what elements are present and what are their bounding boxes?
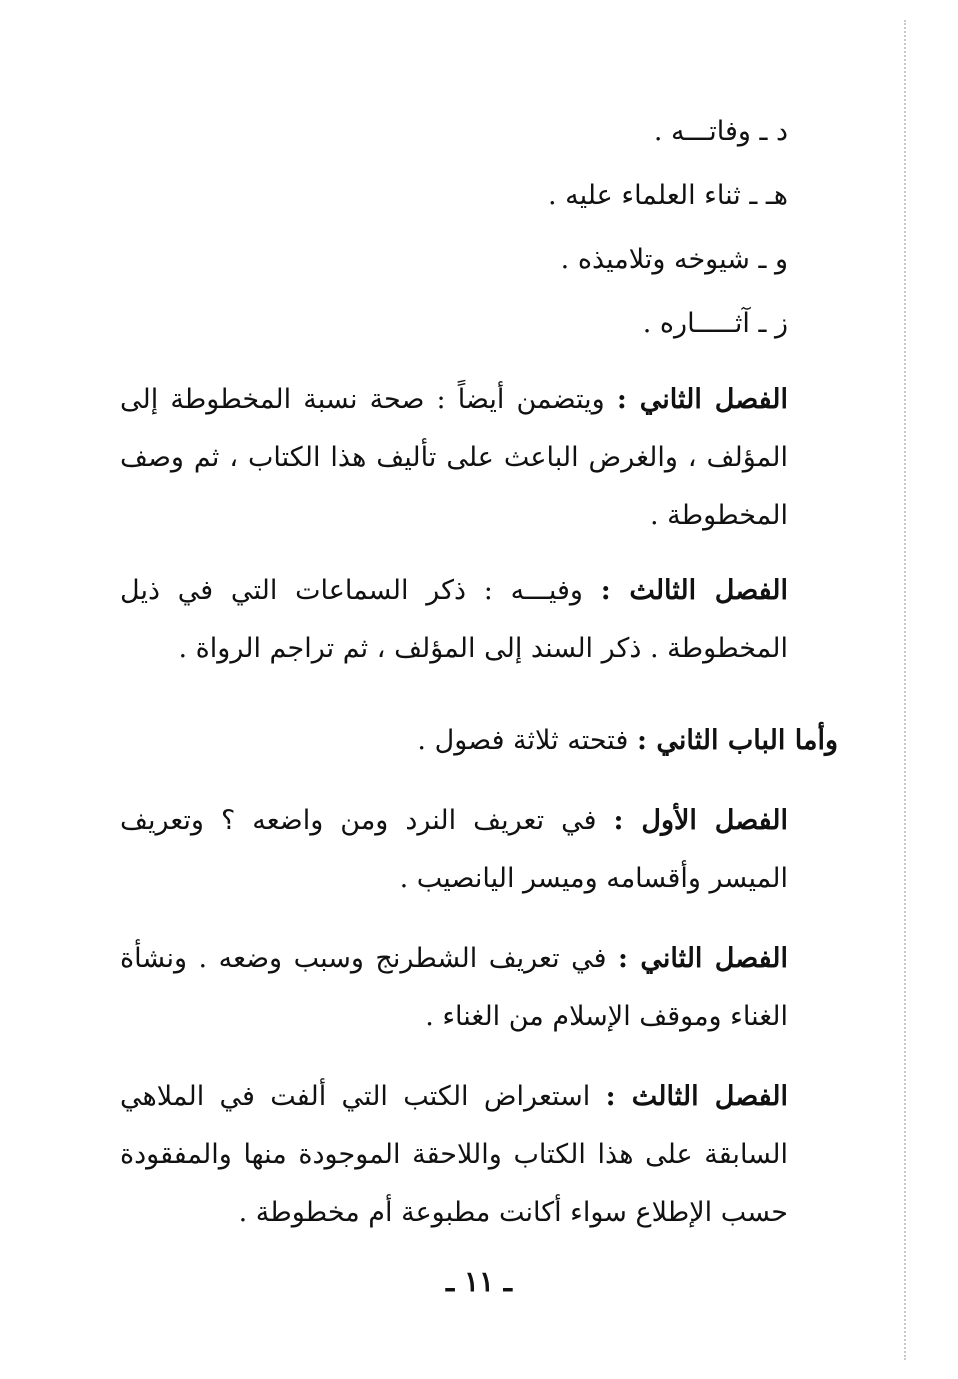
paragraph-heading: الفصل الثالث : — [600, 575, 788, 606]
paragraph-chapter-two — [120, 371, 788, 545]
scan-edge-dotted-line — [904, 20, 906, 1360]
paragraph-body: استعراض الكتب التي ألفت في الملاهي السابقة على هذا الكتاب واللاحقة الموجودة منها والمفقودة حسب الإطلاع سواء أكانت مطبوعة أم مخطوطة . — [120, 1081, 788, 1228]
list-item: د ـ وفاتـــه . — [653, 116, 788, 147]
paragraph-chapter-three — [120, 562, 788, 678]
paragraph-second-chapter — [120, 930, 788, 1046]
paragraph-third-chapter — [120, 1068, 788, 1242]
paragraph-body: في تعريف النرد ومن واضعه ؟ وتعريف الميسر وأقسامه وميسر اليانصيب . — [120, 805, 788, 894]
paragraph-body: وفيـــه : ذكر السماعات التي في ذيل المخطوطة . ذكر السند إلى المؤلف ، ثم تراجم الرواة . — [120, 575, 788, 664]
page-number: ـ ١١ ـ — [446, 1265, 512, 1298]
paragraph-heading: الفصل الثاني : — [618, 943, 789, 974]
paragraph-body: ويتضمن أيضاً : صحة نسبة المخطوطة إلى المؤلف ، والغرض الباعث على تأليف هذا الكتاب ، ثم وصف المخطوطة . — [120, 384, 788, 531]
biography-list — [368, 100, 788, 356]
list-item: هـ ـ ثناء العلماء عليه . — [547, 180, 788, 211]
paragraph-heading: الفصل الثالث : — [605, 1081, 788, 1112]
list-item: ز ـ آثـــــاره . — [642, 308, 788, 339]
paragraph-heading: الفصل الثاني : — [616, 384, 789, 415]
paragraph-body: فتحته ثلاثة فصول . — [417, 725, 629, 756]
paragraph-heading: وأما الباب الثاني : — [636, 725, 838, 756]
paragraph-first-chapter — [120, 792, 788, 908]
paragraph-body: في تعريف الشطرنج وسبب وضعه . ونشأة الغناء وموقف الإسلام من الغناء . — [120, 943, 788, 1032]
list-item: و ـ شيوخه وتلاميذه . — [560, 244, 788, 275]
paragraph-second-section — [120, 712, 838, 770]
paragraph-heading: الفصل الأول : — [613, 805, 788, 836]
